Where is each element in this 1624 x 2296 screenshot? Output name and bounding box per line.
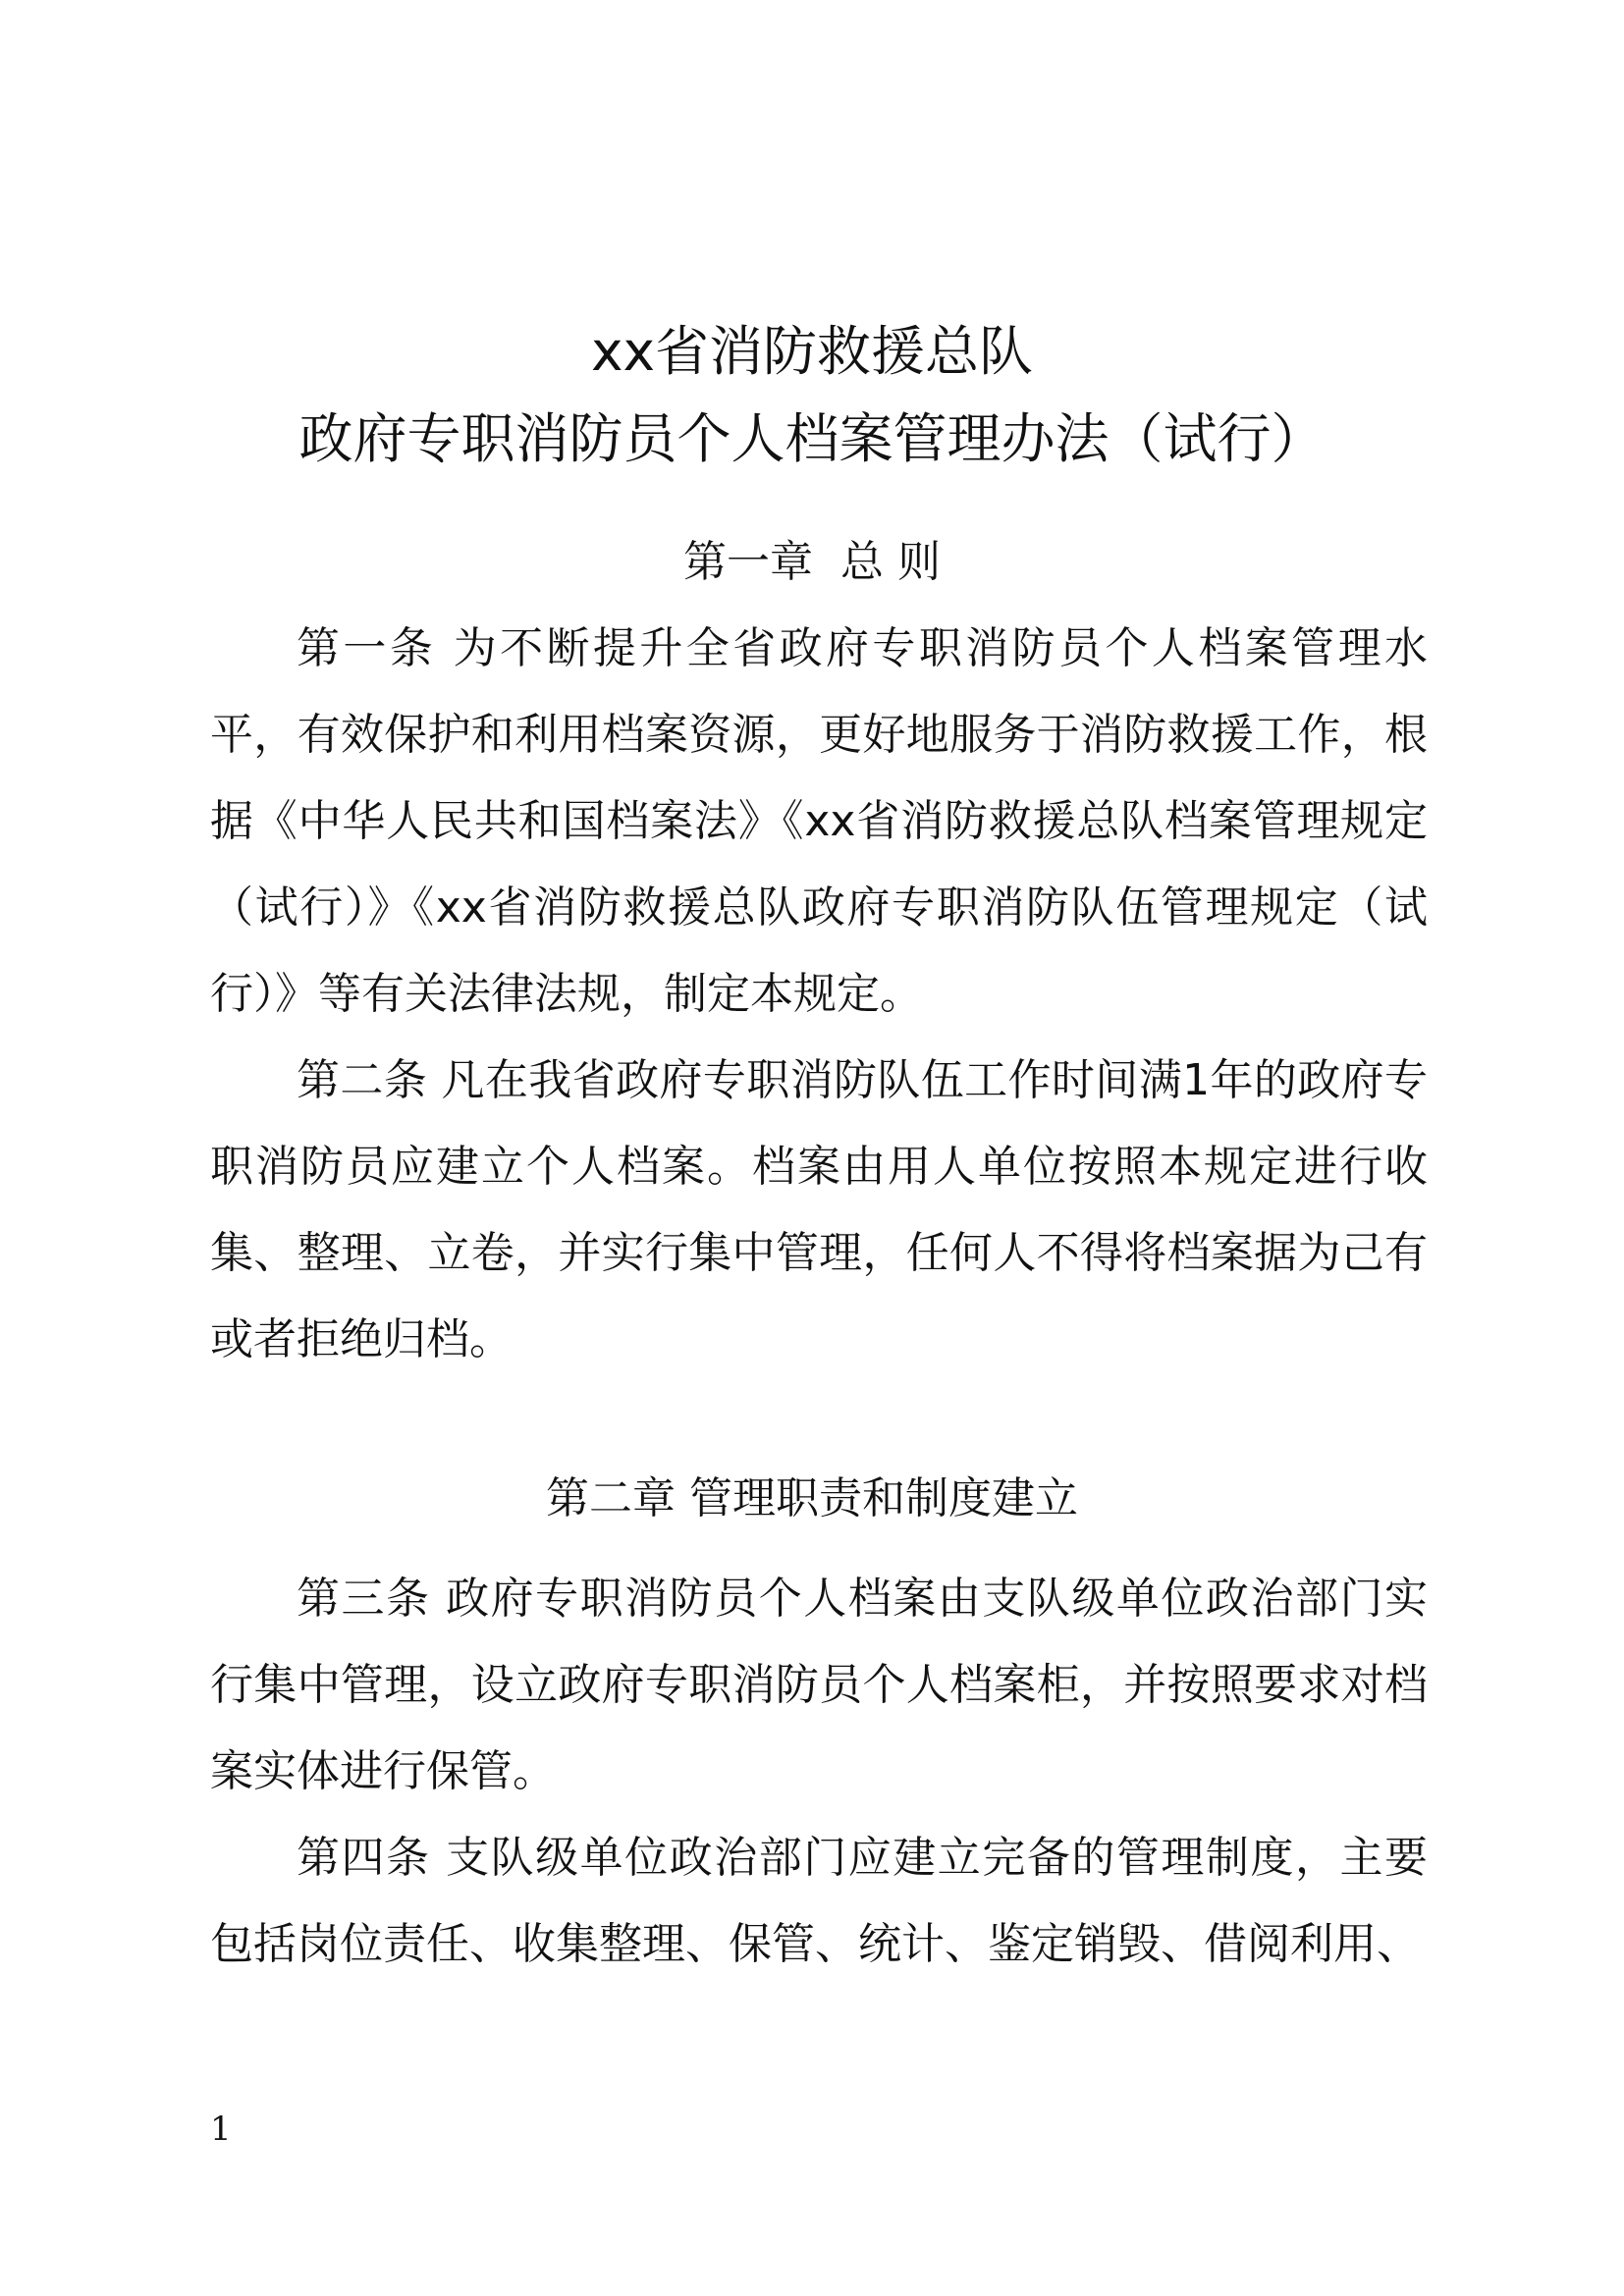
document-title-line-2: 政府专职消防员个人档案管理办法（试行） bbox=[298, 407, 1326, 470]
chapter-heading-2: 第二章 管理职责和制度建立 bbox=[546, 1473, 1078, 1523]
document-title-line-1: xx省消防救援总队 bbox=[590, 320, 1034, 383]
article-3: 第三条 政府专职消防员个人档案由支队级单位政治部门实行集中管理，设立政府专职消防员个人档案柜，并按照要求对档案实体进行保管。 bbox=[210, 1574, 1428, 1796]
article-2: 第二条 凡在我省政府专职消防队伍工作时间满1年的政府专职消防员应建立个人档案。档案由用人单位按照本规定进行收集、整理、立卷，并实行集中管理，任何人不得将档案据为己有或者拒绝归档。 bbox=[210, 1055, 1428, 1364]
article-4: 第四条 支队级单位政治部门应建立完备的管理制度，主要包括岗位责任、收集整理、保管、统计、鉴定销毁、借阅利用、 bbox=[210, 1833, 1428, 1969]
chapter-heading-1: 第一章 总 则 bbox=[683, 537, 941, 587]
article-1: 第一条 为不断提升全省政府专职消防员个人档案管理水平，有效保护和利用档案资源，更好地服务于消防救援工作，根据《中华人民共和国档案法》《xx省消防救援总队档案管理规定（试行）》《xx省消防救援总队政府专职消防队伍管理规定（试行）》等有关法律法规，制定本规定。 bbox=[210, 623, 1428, 1019]
page-number: 1 bbox=[210, 2109, 232, 2149]
